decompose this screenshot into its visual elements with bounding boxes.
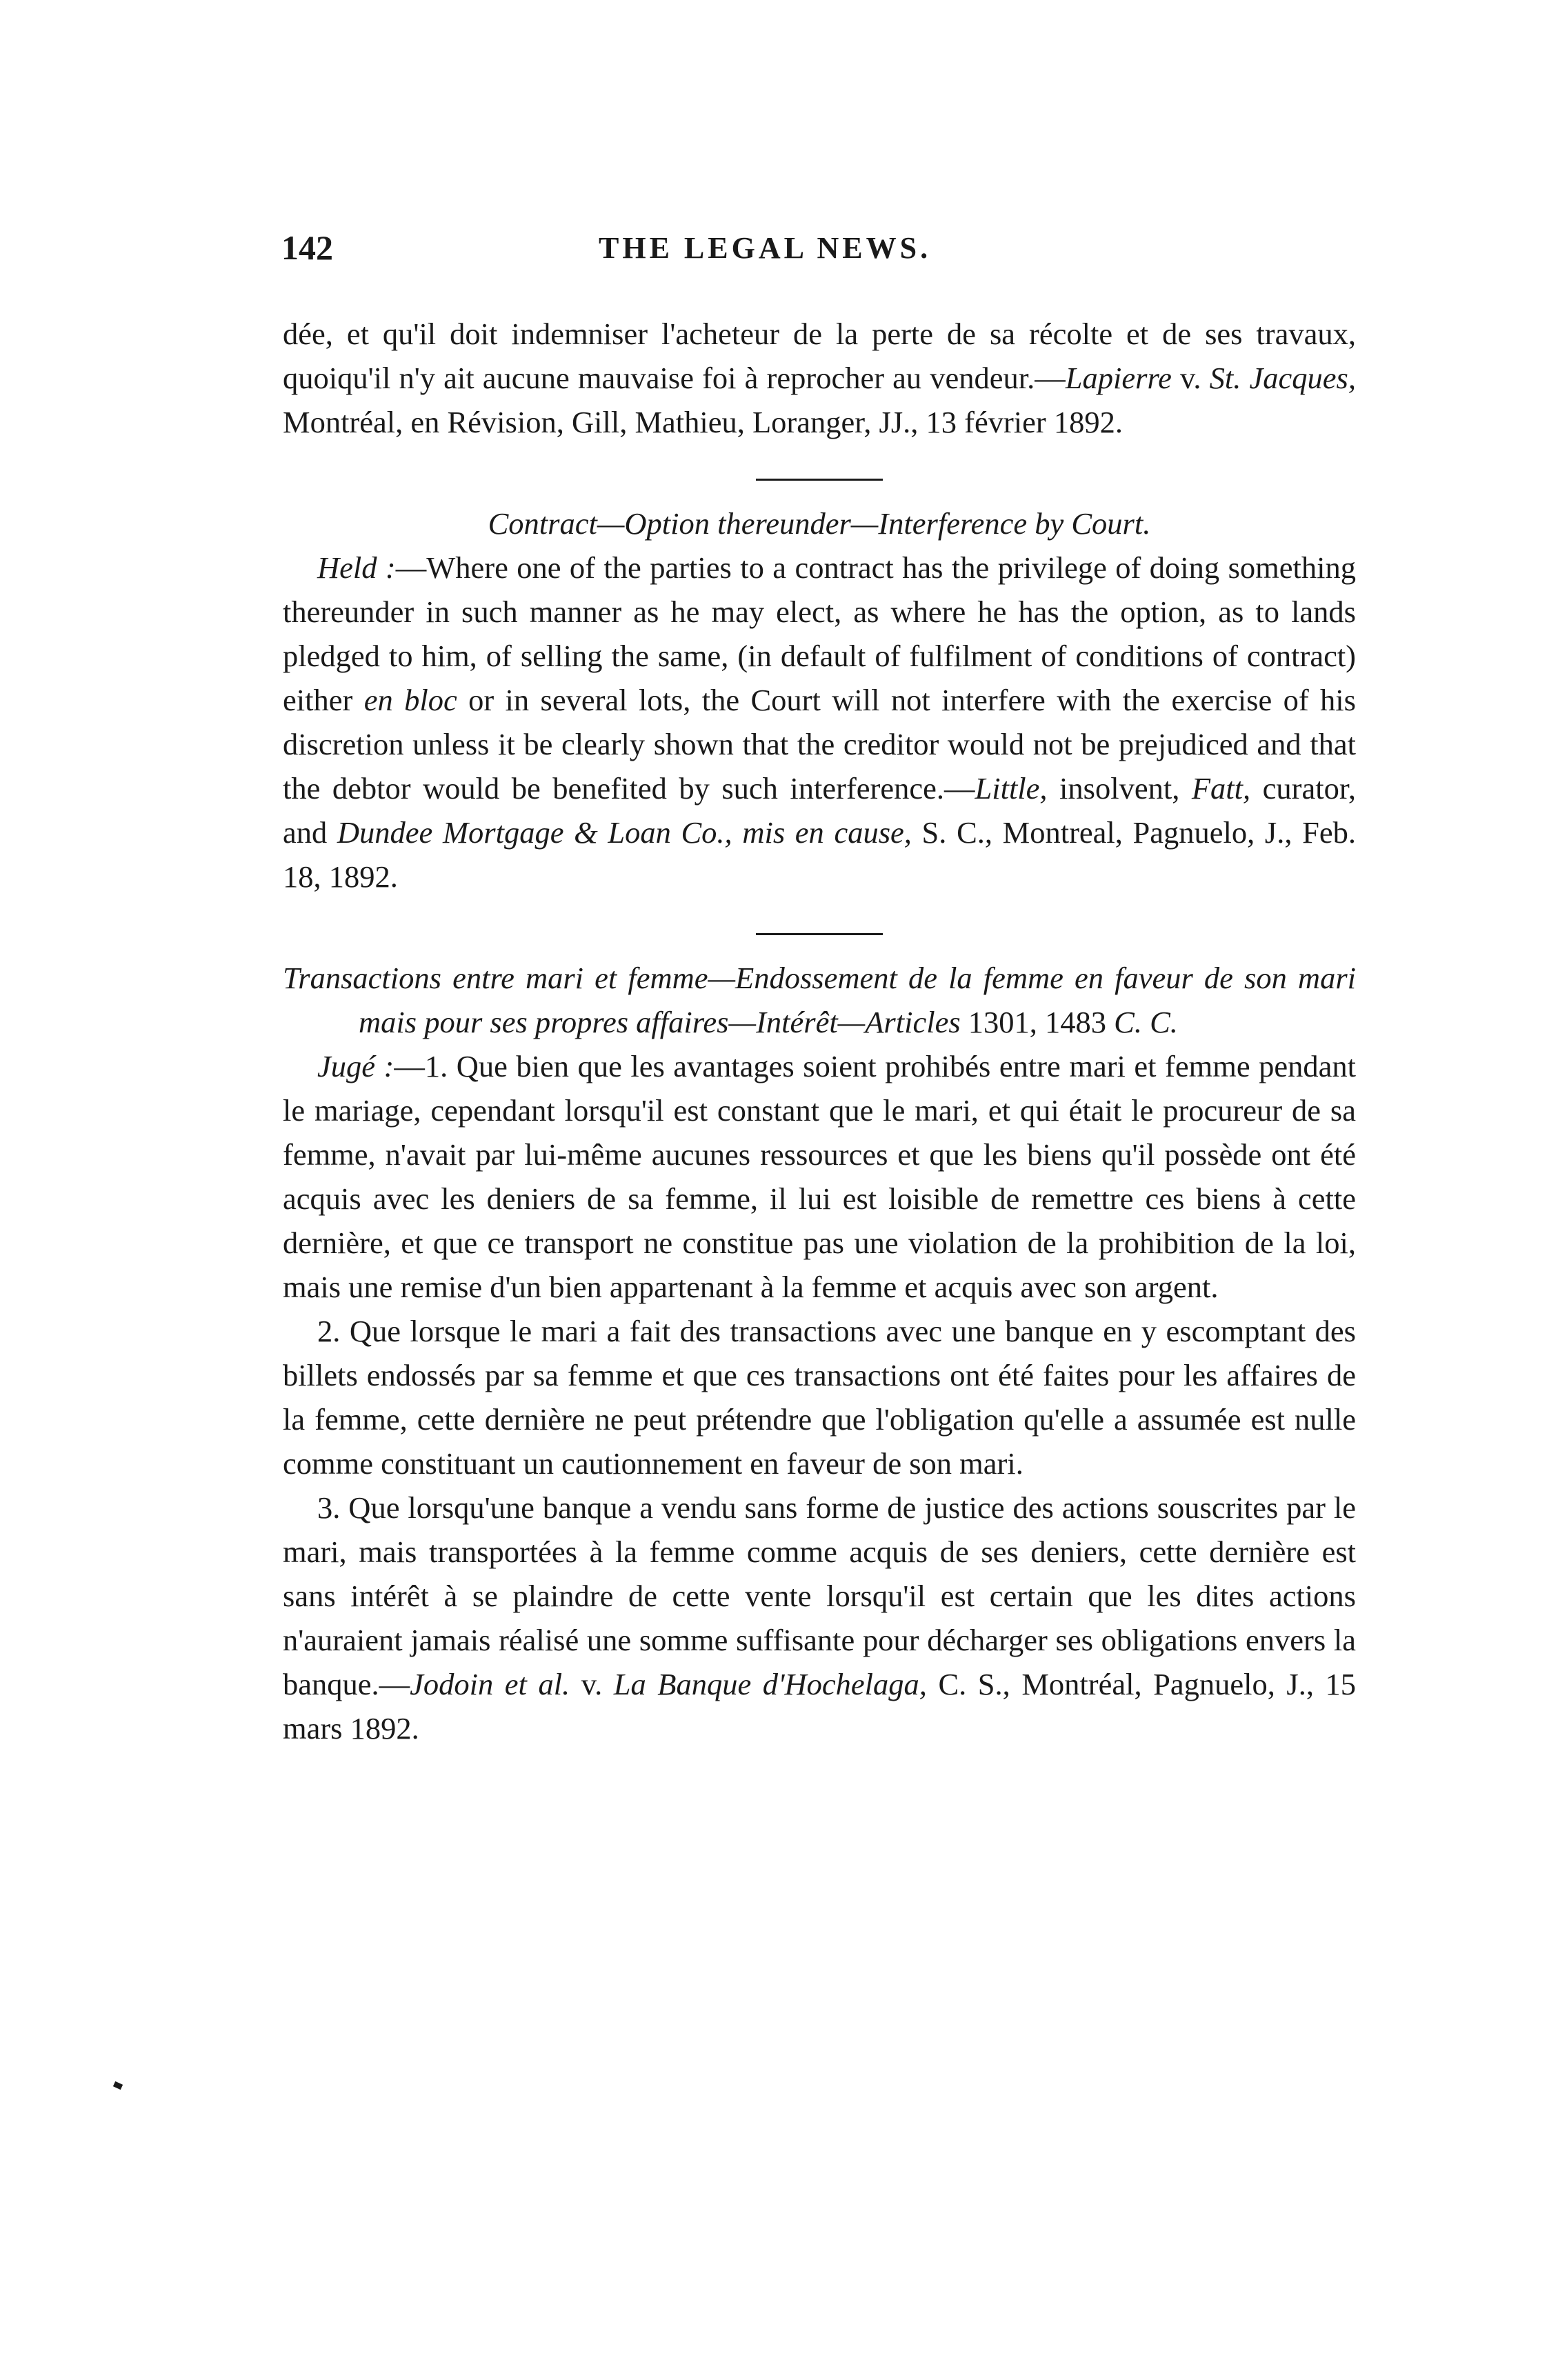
ink-mark <box>113 2081 123 2090</box>
case-heading-text: Transactions entre mari et femme—Endossement de la femme en faveur de son mari mais pour ses propres affaires—Intérêt—Articles <box>283 961 1356 1039</box>
case-paragraph <box>283 546 1356 899</box>
holding-text: —1. Que bien que les avantages soient prohibés entre mari et femme pendant le mariage, cependant lorsqu'il est constant que le mari, et qui était le procureur de sa femme, n'avait par lui-même aucunes ressources et que les biens qu'il possède ont été acquis avec les deniers de sa femme, il lui est loisible de remettre ces biens à cette dernière, et que ce transport ne constitue pas une violation de la prohibition de la loi, mais une remise d'un bien appartenant à la femme et acquis avec son argent. <box>283 1049 1356 1304</box>
section-divider <box>756 933 883 935</box>
case-heading: Contract—Option thereunder—Interference by Court. <box>488 506 1151 541</box>
continuation-paragraph <box>283 312 1356 444</box>
case-party: Fatt, <box>1191 771 1251 806</box>
case-party: Lapierre <box>1065 361 1172 395</box>
latin-term: en bloc <box>363 683 457 717</box>
case-paragraph: 2. Que lorsque le mari a fait des transactions avec une banque en y escomptant des billets endossés par sa femme et que ces transactions ont été faites pour les affaires de la femme, cette dernière ne peut prétendre que l'obligation qu'elle a assumée est nulle comme constituant un cautionnement en faveur de son mari. <box>283 1314 1356 1481</box>
party-role: insolvent, <box>1047 771 1192 806</box>
body-text <box>283 312 1356 1750</box>
page-number: 142 <box>281 228 333 267</box>
case-citation: Montréal, en Révision, Gill, Mathieu, Loranger, JJ., 13 février 1892. <box>283 405 1123 439</box>
journal-title: THE LEGAL NEWS. <box>599 231 932 265</box>
held-text: —Where one of the parties to a contract has the privilege of doing something thereunder in such manner as he may elect, as where he has the option, as to lands pledged to him, of selling the same, (in default of fulfilment of conditions of contract) either <box>283 550 1356 717</box>
case-heading <box>283 956 1356 1044</box>
case-party: Jodoin et al. <box>410 1667 570 1701</box>
versus-text: v. <box>1171 361 1210 395</box>
case-paragraph <box>283 1486 1356 1750</box>
party-role: curator, and <box>283 771 1356 850</box>
case-citation: C. S., Montréal, Pagnuelo, J., 15 mars 1892. <box>283 1667 1356 1746</box>
held-label: Held : <box>317 550 396 585</box>
case-paragraph <box>283 1044 1356 1309</box>
case-party: Dundee Mortgage & Loan Co., <box>337 815 732 850</box>
party-role: mis en cause, <box>742 815 912 850</box>
spacer-text <box>732 815 743 850</box>
versus-text: v. <box>570 1667 614 1701</box>
code-abbreviation: C. C. <box>1114 1005 1178 1039</box>
case-citation: S. C., Montreal, Pagnuelo, J., Feb. 18, 1892. <box>283 815 1357 894</box>
case-party: La Banque d'Hochelaga, <box>613 1667 927 1701</box>
article-numbers: 1301, 1483 <box>968 1005 1115 1039</box>
holding-text: 3. Que lorsqu'une banque a vendu sans forme de justice des actions souscrites par le mari, mais transportées à la femme comme acquis de ses deniers, cette dernière est sans intérêt à se plaindre de cette vente lorsqu'il est certain que les dites actions n'auraient jamais réalisé une somme suffisante pour décharger ses obligations envers la banque.— <box>283 1490 1356 1701</box>
juge-label: Jugé : <box>317 1049 395 1083</box>
case-party: St. Jacques, <box>1209 361 1356 395</box>
case-party: Little, <box>975 771 1048 806</box>
section-divider <box>756 479 883 481</box>
continuation-text: dée, et qu'il doit indemniser l'acheteur de la perte de sa récolte et de ses travaux, quoiqu'il n'y ait aucune mauvaise foi à reprocher au vendeur.— <box>283 317 1356 395</box>
running-head <box>281 228 1357 269</box>
held-text: or in several lots, the Court will not interfere with the exercise of his discretion unless it be clearly shown that the creditor would not be prejudiced and that the debtor would be benefited by such interference.— <box>283 683 1356 806</box>
